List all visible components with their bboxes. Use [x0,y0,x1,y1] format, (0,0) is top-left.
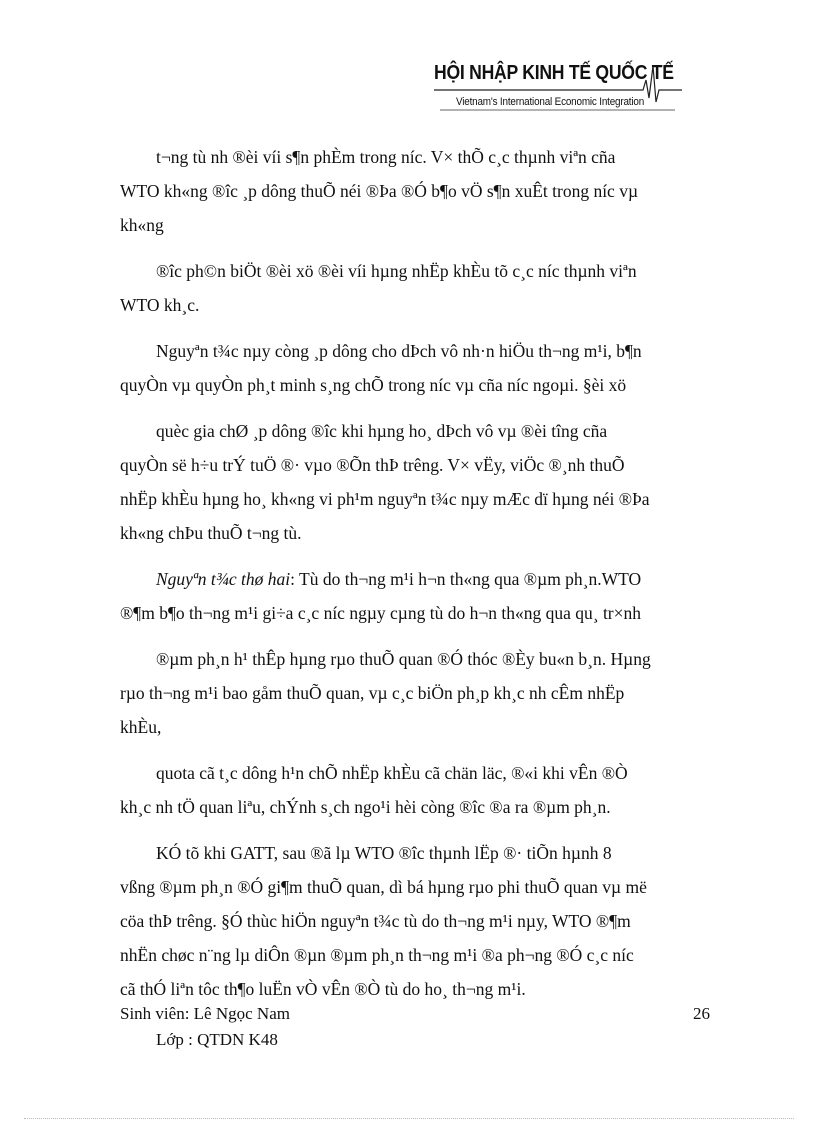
text-line: t¬ng tù nh ®èi víi s¶n phÈm trong níc. V× thÕ c¸c thµnh viªn cña [156,147,616,167]
header-title: HỘI NHẬP KINH TẾ QUỐC TẾ [434,62,674,84]
text-line: cöa thÞ trêng. §Ó thùc hiÖn nguyªn t¾c tù do th¬ng m¹i nµy, WTO ®¶m [120,911,631,931]
text-line: quyÒn së h÷u trÝ tuÖ ®· vµo ®Õn thÞ trêng. V× vËy, viÖc ®¸nh thuÕ [120,455,625,475]
paragraph-6 [120,642,700,744]
text-line: quota cã t¸c dông h¹n chÕ nhËp khÈu cã chän läc, ®«i khi vÊn ®Ò [156,763,628,783]
page-number: 26 [693,1004,710,1023]
text-span: : Tù do th¬ng m¹i h¬n th«ng qua ®µm ph¸n.WTO [290,569,642,589]
text-line: nhËn chøc n¨ng lµ diÔn ®µn ®µm ph¸n th¬ng m¹i ®a ph¬ng ®Ó c¸c níc [120,945,634,965]
header-logo [420,58,690,118]
text-line: ®¶m b¶o th¬ng m¹i gi÷a c¸c níc ngµy cµng tù do h¬n th«ng qua qu¸ tr×nh [120,603,642,623]
paragraph-2 [120,254,700,322]
text-line: nhËp khÈu hµng ho¸ kh«ng vi ph¹m nguyªn t¾c nµy mÆc dï hµng néi ®Þa [120,489,650,509]
student-name: Sinh viên: Lê Ngọc Nam [120,1004,290,1023]
document-body [120,140,700,1006]
paragraph-5 [120,562,700,630]
text-line: kh«ng chÞu thuÕ t¬ng tù. [120,523,302,543]
text-line: WTO kh¸c. [120,295,200,315]
text-line: quyÒn vµ quyÒn ph¸t minh s¸ng chÕ trong níc vµ cña níc ngoµi. §èi xö [120,375,627,395]
text-line: ®îc ph©n biÖt ®èi xö ®èi víi hµng nhËp khÈu tõ c¸c níc thµnh viªn [156,261,637,281]
paragraph-1 [120,140,700,242]
text-line: vßng ®µm ph¸n ®Ó gi¶m thuÕ quan, dì bá hµng rµo phi thuÕ quan vµ më [120,877,647,897]
page-border [24,1118,794,1119]
text-line: WTO kh«ng ®îc ¸p dông thuÕ néi ®Þa ®Ó b¶o vÖ s¶n xuÊt trong níc vµ [120,181,639,201]
paragraph-3 [120,334,700,402]
text-line: kh«ng [120,215,164,235]
italic-lead: Nguyªn t¾c thø hai [156,569,291,589]
text-line: cã thÓ liªn tôc th¶o luËn vÒ vÊn ®Ò tù do ho¸ th¬ng m¹i. [120,979,526,999]
text-line: ®µm ph¸n h¹ thÊp hµng rµo thuÕ quan ®Ó thóc ®Èy bu«n b¸n. Hµng [156,649,651,669]
text-line: Nguyªn t¾c nµy còng ¸p dông cho dÞch vô nh·n hiÖu th¬ng m¹i, b¶n [156,341,642,361]
text-line: khÈu, [120,717,162,737]
class-label: Lớp : QTDN K48 [156,1030,278,1049]
paragraph-4 [120,414,700,550]
text-line: KÓ tõ khi GATT, sau ®ã lµ WTO ®îc thµnh lËp ®· tiÕn hµnh 8 [156,843,612,863]
text-line: quèc gia chØ ¸p dông ®îc khi hµng ho¸ dÞch vô vµ ®èi tîng cña [156,421,608,441]
paragraph-7 [120,756,700,824]
text-line: kh¸c nh tÖ quan liªu, chÝnh s¸ch ngo¹i hèi còng ®îc ®a ra ®µm ph¸n. [120,797,611,817]
paragraph-8 [120,836,700,1006]
header-subtitle: Vietnam's International Economic Integration [456,96,645,108]
text-line: rµo th¬ng m¹i bao gåm thuÕ quan, vµ c¸c biÖn ph¸p kh¸c nh cÊm nhËp [120,683,625,703]
text-line [120,562,700,596]
